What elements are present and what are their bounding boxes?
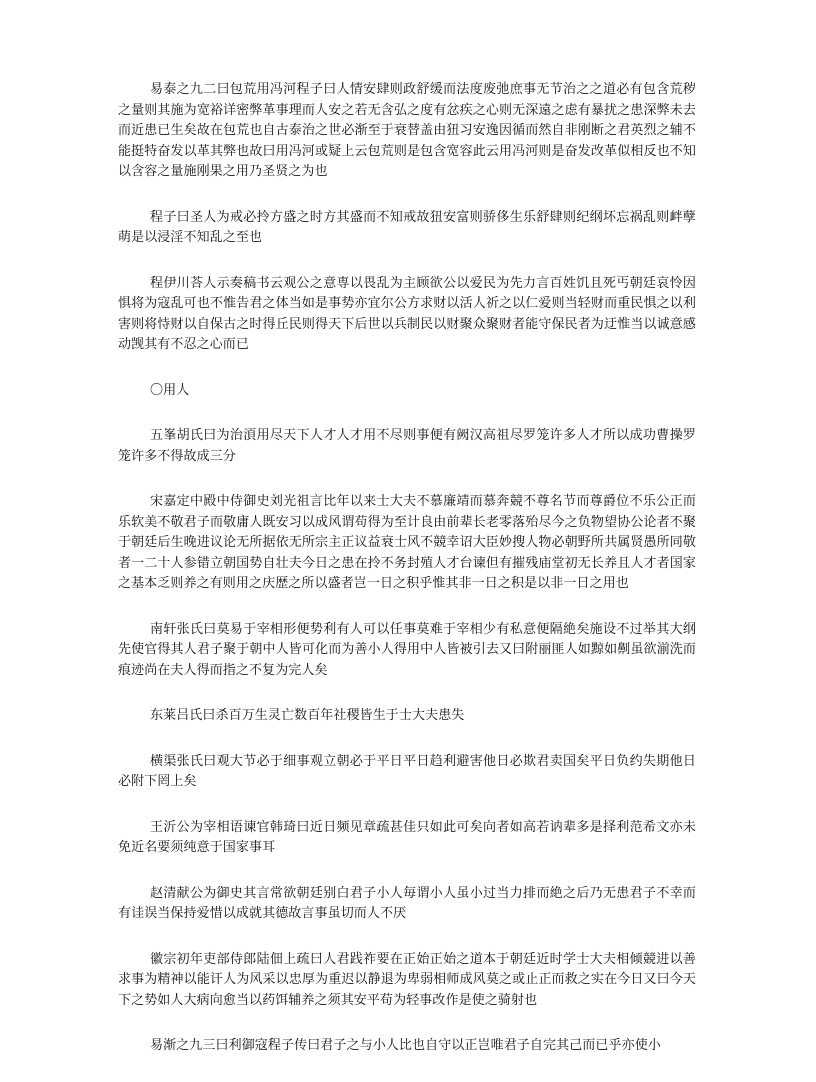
paragraph-wang-yigong: 王沂公为宰相语谏官韩琦曰近日频见章疏甚佳只如此可矣向者如高若讷辈多是择利范希文亦未免近名要须纯意于国家事耳 (118, 819, 696, 855)
paragraph-cheng-yichuan: 程伊川荅人示奏稿书云观公之意専以畏乱为主顾欲公以爱民为先力言百姓饥且死丐朝廷哀怜因惧将为寇乱可也不惟告君之体当如是事势亦宜尔公方求财以活人祈之以仁爱则当轻财而重民惧之以利害则将恃财以自保古之时得丘民则得天下后世以兵制民以财聚众聚财者能守保民者为迂惟当以诚意感动觊其有不忍之心而已 (118, 275, 696, 352)
paragraph-wufeng-hu: 五峯胡氏曰为治湏用尽天下人才人才用不尽则事便有阙汉高祖尽罗笼许多人才所以成功曹操罗笼许多不得故成三分 (118, 428, 696, 464)
paragraph-hengqu-zhang: 横渠张氏曰观大节必于细事观立朝必于平日平日趋利避害他日必欺君卖国矣平日负约失期他日必附下罔上矣 (118, 753, 696, 789)
paragraph-yi-jian-jiu-san: 易渐之九三曰利御寇程子传曰君子之与小人比也自守以正岂唯君子自完其己而已乎亦使小 (150, 1038, 661, 1053)
section-heading-yong-ren: 〇用人 (150, 382, 190, 398)
paragraph-donglai-lv: 东莱吕氏曰杀百万生灵亡数百年社稷皆生于士大夫患失 (150, 708, 465, 723)
paragraph-yi-tai-jiu-er: 易泰之九二曰包荒用冯河程子曰人情安肆则政舒缓而法度废弛庶事无节治之之道必有包含荒秽之量则其施为宽裕详密弊革事理而人安之若无含弘之度有忿疾之心则无深遠之虑有暴扰之患深弊未去而近患已生矣故在包荒也自古泰治之世必渐至于衰替盖由狃习安逸因循而然自非刚断之君英烈之辅不能挺特奋发以革其弊也故曰用冯河或疑上云包荒则是包含宽容此云用冯河则是奋发改革似相反也不知以含容之量施刚果之用乃圣贤之为也 (118, 82, 696, 179)
paragraph-chengzi-sheng-ren: 程子曰圣人为戒必拎方盛之时方其盛而不知戒故狃安富则骄侈生乐舒肆则纪纲坏忘祸乱则衅孽萌是以浸淫不知乱之至也 (118, 209, 696, 245)
paragraph-song-jiading: 宋嘉定中殿中侍御史刘光祖言比年以来士大夫不慕廉靖而慕奔競不尊名节而尊爵位不乐公正而乐软美不敬君子而敬庸人既安习以成风谓苟得为至计良由前辈长老零落殆尽今之负物望协公论者不聚于朝廷后生晚进议论无所据依无所宗主正议益衰士风不競幸诏大臣妙搜人物必朝野所共属贤愚所同敬者一二十人参错立朝国势自壮夫今日之患在拎不务封殖人才台谏但有摧残庙堂初无长养且人才者国家之基本乏则养之有则用之庆歴之所以盛者岂一日之积乎惟其非一日之积是以非一日之用也 (118, 494, 696, 591)
paragraph-nanxuan-zhang: 南轩张氏曰莫易于宰相形便势利有人可以任事莫难于宰相少有私意便隔絶矣施设不过举其大纲先使官得其人君子聚于朝中人皆可化而为善小人得用中人皆被引去又曰附丽匪人如黥如劓虽欲湔洗而痕迹尚在夫人得而指之不复为完人矣 (118, 621, 696, 678)
paragraph-zhao-qingxian: 赵清献公为御史其言常欲朝廷别白君子小人毎谓小人虽小过当力排而絶之后乃无患君子不幸而有诖误当保持爱惜以成就其德故言事虽切而人不厌 (118, 885, 696, 921)
paragraph-huizong-luti: 徽宗初年吏部侍郎陆佃上疏曰人君践祚要在正始正始之道本于朝廷近时学士大夫相倾競进以善求事为精神以能讦人为风采以忠厚为重迟以静退为卑弱相师成风莫之或止正而救之实在今日又曰今天下之势如人大病向愈当以药饵辅养之须其安平苟为轻事改作是使之骑射也 (118, 951, 696, 1008)
document-page (118, 80, 696, 1082)
